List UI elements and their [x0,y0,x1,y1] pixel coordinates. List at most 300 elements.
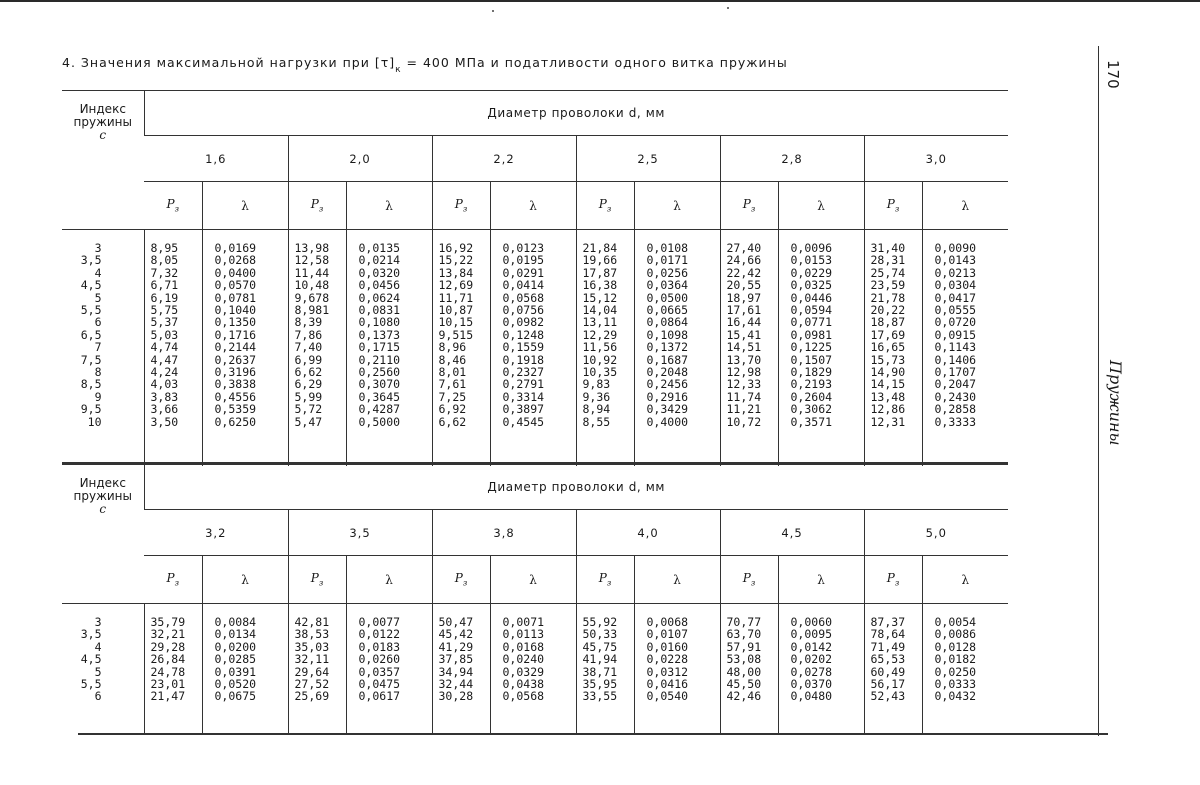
compliance-value: 0,0568 [502,290,545,305]
compliance-value: 0,1507 [790,352,833,367]
load-value: 22,42 [726,265,762,280]
load-value: 14,90 [870,365,906,380]
load-value: 10,35 [582,365,618,380]
load-value: 24,78 [150,664,186,679]
load-value: 18,87 [870,315,906,330]
load-value: 17,69 [870,327,906,342]
index-header-line1: Индекс [79,476,126,490]
load-value: 24,66 [726,253,762,268]
compliance-value: 0,0675 [214,689,257,704]
c-value: 10 [87,414,102,429]
c-value: 6 [94,315,102,330]
compliance-value: 0,0416 [646,677,689,692]
c-value: 3,5 [80,253,102,268]
compliance-value: 0,0624 [358,290,401,305]
load-value: 7,25 [438,389,467,404]
compliance-value: 0,0333 [934,677,977,692]
load-symbol [720,556,778,604]
p-letter: P [742,197,751,212]
spring-table-2 [62,462,1008,734]
load-value: 52,43 [870,689,906,704]
compliance-value: 0,0475 [358,677,401,692]
p-subscript: з [750,204,756,214]
load-value: 19,66 [582,253,618,268]
load-symbol [576,556,634,604]
compliance-value: 0,0143 [934,253,977,268]
p-letter: P [886,197,895,212]
load-value: 4,74 [150,340,179,355]
compliance-value: 0,0122 [358,627,401,642]
compliance-column [778,604,864,734]
compliance-value: 0,1715 [358,340,401,355]
load-value: 6,19 [150,290,179,305]
c-symbol: c [99,128,107,142]
load-symbol [144,182,202,230]
compliance-value: 0,3070 [358,377,401,392]
load-value: 18,97 [726,290,762,305]
compliance-value: 0,0086 [934,627,977,642]
compliance-value: 0,0213 [934,265,977,280]
p-letter: P [310,571,319,586]
load-value: 11,74 [726,389,762,404]
load-value: 42,46 [726,689,762,704]
c-value: 3 [94,615,102,629]
load-symbol [144,556,202,604]
compliance-value: 0,0320 [358,265,401,280]
compliance-value: 0,2916 [646,389,689,404]
load-column [576,604,634,734]
compliance-value: 0,0278 [790,664,833,679]
compliance-column [490,604,576,734]
diameter-header: Диаметр проволоки d, мм [144,91,1008,136]
c-value: 6,5 [80,327,102,342]
compliance-value: 0,0228 [646,652,689,667]
load-symbol [864,182,922,230]
p-letter: P [742,571,751,586]
lambda-symbol: λ [490,556,576,604]
load-value: 20,22 [870,303,906,318]
load-value: 28,31 [870,253,906,268]
load-value: 20,55 [726,278,762,293]
c-value: 9 [94,389,102,404]
margin-rule [1098,46,1099,736]
load-value: 11,71 [438,290,474,305]
compliance-value: 0,1406 [934,352,977,367]
compliance-value: 0,0364 [646,278,689,293]
diameter-value: 2,0 [288,136,432,182]
load-value: 27,40 [726,241,762,255]
header-row [62,91,1008,136]
load-value: 23,59 [870,278,906,293]
c-symbol: c [99,502,107,516]
load-value: 4,47 [150,352,179,367]
compliance-value: 0,0312 [646,664,689,679]
load-value: 87,37 [870,615,906,629]
compliance-value: 0,5359 [214,402,257,417]
load-value: 10,92 [582,352,618,367]
compliance-value: 0,1373 [358,327,401,342]
compliance-value: 0,1829 [790,365,833,380]
c-value: 3 [94,241,102,255]
compliance-value: 0,0240 [502,652,545,667]
load-value: 7,86 [294,327,323,342]
compliance-value: 0,0054 [934,615,977,629]
load-value: 45,75 [582,639,618,654]
compliance-value: 0,1372 [646,340,689,355]
compliance-value: 0,0570 [214,278,257,293]
load-value: 6,29 [294,377,323,392]
compliance-value: 0,1716 [214,327,257,342]
load-value: 5,99 [294,389,323,404]
load-value: 8,94 [582,402,611,417]
compliance-value: 0,0095 [790,627,833,642]
load-value: 21,47 [150,689,186,704]
load-value: 60,49 [870,664,906,679]
title-prefix: 4. Значения максимальной нагрузки при [τ] [62,55,396,70]
load-column [576,230,634,466]
compliance-value: 0,0594 [790,303,833,318]
load-value: 12,98 [726,365,762,380]
c-value: 5,5 [80,677,102,692]
load-symbol [288,556,346,604]
compliance-value: 0,2327 [502,365,545,380]
load-column [864,604,922,734]
load-value: 34,94 [438,664,474,679]
load-symbol [576,182,634,230]
load-value: 50,33 [582,627,618,642]
c-value: 4 [94,639,102,654]
load-value: 3,66 [150,402,179,417]
load-value: 16,44 [726,315,762,330]
compliance-value: 0,2110 [358,352,401,367]
p-letter: P [310,197,319,212]
compliance-value: 0,0202 [790,652,833,667]
compliance-value: 0,0077 [358,615,401,629]
load-value: 32,21 [150,627,186,642]
compliance-value: 0,0291 [502,265,545,280]
load-column [432,230,490,466]
compliance-value: 0,0414 [502,278,545,293]
load-value: 3,83 [150,389,179,404]
compliance-value: 0,0432 [934,689,977,704]
compliance-value: 0,2637 [214,352,257,367]
compliance-value: 0,2193 [790,377,833,392]
load-value: 53,08 [726,652,762,667]
load-value: 16,65 [870,340,906,355]
load-value: 31,40 [870,241,906,255]
compliance-value: 0,2048 [646,365,689,380]
lambda-symbol: λ [346,182,432,230]
diameter-value: 2,8 [720,136,864,182]
load-value: 13,84 [438,265,474,280]
load-value: 12,29 [582,327,618,342]
p-subscript: з [750,578,756,588]
compliance-value: 0,4545 [502,414,545,429]
c-values [62,604,144,734]
p-subscript: з [462,204,468,214]
compliance-value: 0,0480 [790,689,833,704]
compliance-value: 0,0915 [934,327,977,342]
lambda-symbol: λ [202,556,288,604]
data-row [62,230,1008,466]
compliance-value: 0,2456 [646,377,689,392]
compliance-value: 0,0617 [358,689,401,704]
compliance-value: 0,0781 [214,290,257,305]
load-value: 17,61 [726,303,762,318]
c-value: 4,5 [80,652,102,667]
compliance-value: 0,0500 [646,290,689,305]
diameter-value: 3,0 [864,136,1008,182]
load-symbol [288,182,346,230]
compliance-value: 0,1143 [934,340,977,355]
compliance-value: 0,0090 [934,241,977,255]
load-value: 23,01 [150,677,186,692]
diameter-value: 5,0 [864,510,1008,556]
compliance-value: 0,0665 [646,303,689,318]
load-value: 48,00 [726,664,762,679]
load-value: 10,48 [294,278,330,293]
load-value: 10,87 [438,303,474,318]
load-value: 8,05 [150,253,179,268]
load-symbol [432,556,490,604]
compliance-value: 0,5000 [358,414,401,429]
compliance-value: 0,0555 [934,303,977,318]
compliance-value: 0,0568 [502,689,545,704]
compliance-column [346,230,432,466]
diameter-value: 3,8 [432,510,576,556]
c-value: 8 [94,365,102,380]
compliance-value: 0,0113 [502,627,545,642]
compliance-value: 0,0417 [934,290,977,305]
compliance-value: 0,0171 [646,253,689,268]
load-column [288,230,346,466]
compliance-value: 0,1080 [358,315,401,330]
compliance-value: 0,1559 [502,340,545,355]
scan-speck [727,7,729,9]
load-column [144,604,202,734]
p-letter: P [454,571,463,586]
load-column [864,230,922,466]
title-suffix: = 400 МПа и податливости одного витка пружины [401,55,788,70]
lambda-symbol: λ [778,182,864,230]
p-subscript: з [318,578,324,588]
load-value: 8,981 [294,303,330,318]
c-value: 9,5 [80,402,102,417]
compliance-value: 0,2560 [358,365,401,380]
compliance-value: 0,2604 [790,389,833,404]
compliance-value: 0,0096 [790,241,833,255]
load-value: 14,04 [582,303,618,318]
load-value: 8,46 [438,352,467,367]
index-header-symbol [62,503,144,516]
compliance-value: 0,3897 [502,402,545,417]
compliance-value: 0,0071 [502,615,545,629]
load-value: 29,64 [294,664,330,679]
compliance-value: 0,1098 [646,327,689,342]
c-value: 3,5 [80,627,102,642]
load-value: 15,41 [726,327,762,342]
section-title: Пружины [1106,360,1125,446]
compliance-column [634,230,720,466]
load-value: 15,12 [582,290,618,305]
load-value: 14,51 [726,340,762,355]
compliance-value: 0,0285 [214,652,257,667]
index-header [62,91,144,230]
load-value: 41,29 [438,639,474,654]
compliance-value: 0,0153 [790,253,833,268]
compliance-value: 0,0200 [214,639,257,654]
load-value: 45,50 [726,677,762,692]
load-value: 6,99 [294,352,323,367]
load-value: 5,75 [150,303,179,318]
top-border [0,0,1200,2]
compliance-value: 0,0391 [214,664,257,679]
bottom-rule [78,733,1108,735]
compliance-value: 0,4556 [214,389,257,404]
lambda-symbol: λ [634,182,720,230]
load-value: 30,28 [438,689,474,704]
compliance-value: 0,1225 [790,340,833,355]
p-subscript: з [462,578,468,588]
load-value: 70,77 [726,615,762,629]
p-subscript: з [606,204,612,214]
compliance-value: 0,0540 [646,689,689,704]
compliance-value: 0,0325 [790,278,833,293]
load-value: 13,70 [726,352,762,367]
page-number: 170 [1104,60,1122,89]
load-value: 12,31 [870,414,906,429]
table-title [62,55,788,75]
load-value: 5,72 [294,402,323,417]
p-subscript: з [174,578,179,588]
compliance-value: 0,3333 [934,414,977,429]
load-value: 6,62 [438,414,467,429]
index-header-line2: пружины [73,489,132,503]
compliance-value: 0,0982 [502,315,545,330]
diameter-value: 3,2 [144,510,288,556]
data-row [62,604,1008,734]
load-value: 9,515 [438,327,474,342]
p-letter: P [598,571,607,586]
p-letter: P [166,571,175,586]
compliance-value: 0,0520 [214,677,257,692]
load-value: 35,03 [294,639,330,654]
lambda-symbol: λ [922,556,1008,604]
load-value: 8,96 [438,340,467,355]
c-value: 4 [94,265,102,280]
load-value: 63,70 [726,627,762,642]
p-subscript: з [894,578,900,588]
load-value: 8,95 [150,241,179,255]
lambda-symbol: λ [922,182,1008,230]
compliance-value: 0,4287 [358,402,401,417]
p-letter: P [454,197,463,212]
load-value: 50,47 [438,615,474,629]
load-value: 55,92 [582,615,618,629]
compliance-value: 0,2791 [502,377,545,392]
load-value: 11,44 [294,265,330,280]
compliance-value: 0,4000 [646,414,689,429]
diameter-value: 4,0 [576,510,720,556]
compliance-value: 0,0370 [790,677,833,692]
compliance-value: 0,0446 [790,290,833,305]
load-symbol [432,182,490,230]
compliance-value: 0,0084 [214,615,257,629]
c-value: 5 [94,664,102,679]
compliance-value: 0,0060 [790,615,833,629]
compliance-value: 0,0135 [358,241,401,255]
diameter-value: 3,5 [288,510,432,556]
load-value: 7,40 [294,340,323,355]
compliance-value: 0,3429 [646,402,689,417]
symbol-row [62,182,1008,230]
load-value: 35,95 [582,677,618,692]
load-value: 6,62 [294,365,323,380]
load-value: 7,32 [150,265,179,280]
load-value: 4,03 [150,377,179,392]
load-value: 5,37 [150,315,179,330]
load-value: 5,47 [294,414,323,429]
compliance-value: 0,0981 [790,327,833,342]
load-value: 33,55 [582,689,618,704]
load-value: 8,01 [438,365,467,380]
compliance-value: 0,0720 [934,315,977,330]
p-letter: P [166,197,175,212]
load-value: 6,71 [150,278,179,293]
lambda-symbol: λ [202,182,288,230]
lambda-symbol: λ [778,556,864,604]
p-letter: P [886,571,895,586]
index-header-symbol [62,129,144,142]
load-value: 21,84 [582,241,618,255]
load-value: 3,50 [150,414,179,429]
compliance-value: 0,0256 [646,265,689,280]
load-value: 65,53 [870,652,906,667]
index-header [62,464,144,604]
spring-table-1 [62,90,1008,466]
c-value: 5,5 [80,303,102,318]
compliance-value: 0,2144 [214,340,257,355]
load-value: 16,92 [438,241,474,255]
compliance-value: 0,3838 [214,377,257,392]
compliance-value: 0,2047 [934,377,977,392]
load-value: 56,17 [870,677,906,692]
compliance-value: 0,0400 [214,265,257,280]
compliance-value: 0,0831 [358,303,401,318]
c-values [62,230,144,466]
load-value: 12,86 [870,402,906,417]
compliance-value: 0,2430 [934,389,977,404]
compliance-column [778,230,864,466]
compliance-column [202,604,288,734]
load-value: 10,15 [438,315,474,330]
load-value: 32,11 [294,652,330,667]
lambda-symbol: λ [634,556,720,604]
load-value: 42,81 [294,615,330,629]
load-value: 11,56 [582,340,618,355]
compliance-value: 0,0250 [934,664,977,679]
load-value: 71,49 [870,639,906,654]
compliance-value: 0,0142 [790,639,833,654]
load-symbol [864,556,922,604]
p-subscript: з [894,204,900,214]
header-row [62,464,1008,510]
diameter-value: 4,5 [720,510,864,556]
load-value: 14,15 [870,377,906,392]
load-value: 17,87 [582,265,618,280]
index-header-line2: пружины [73,115,132,129]
load-value: 9,678 [294,290,330,305]
